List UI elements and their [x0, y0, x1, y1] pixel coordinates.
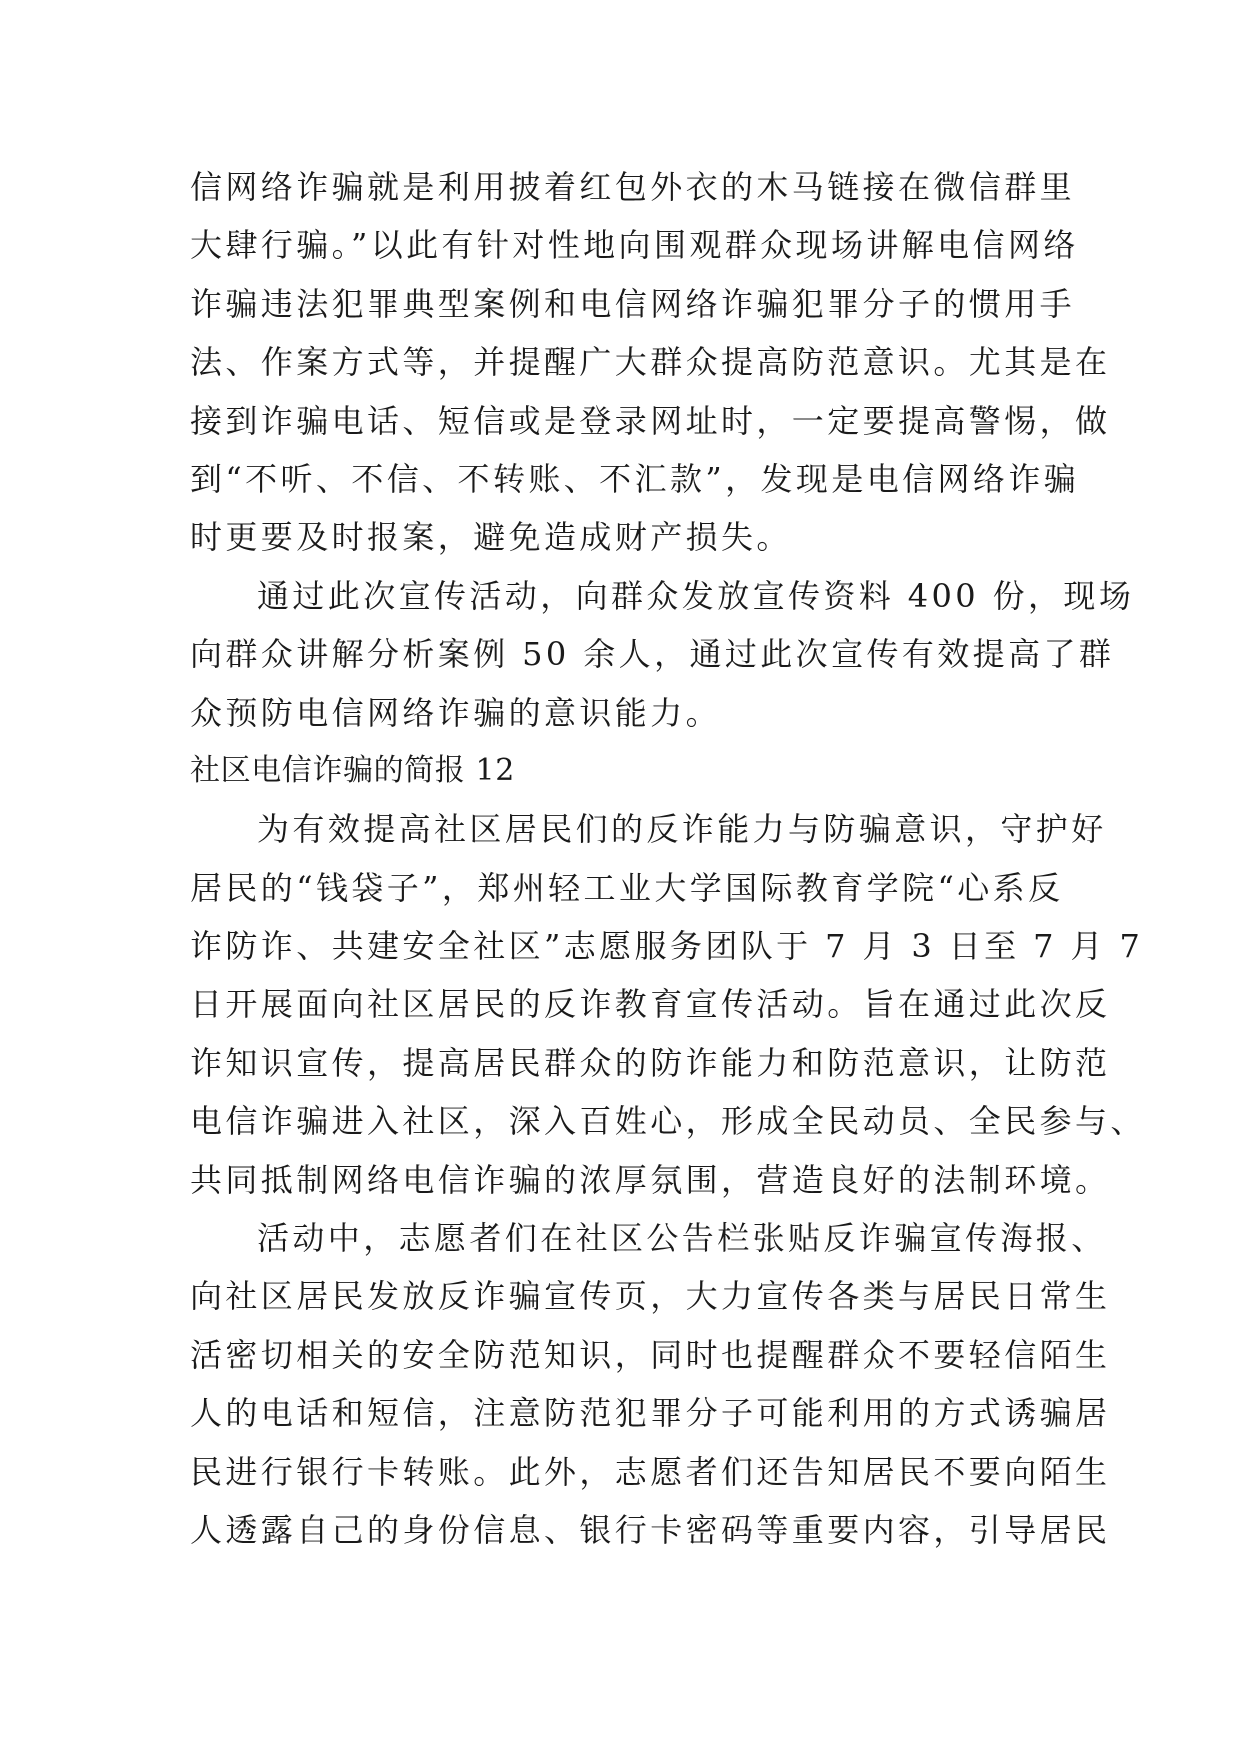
- text-line: 大肆行骗。”以此有针对性地向围观群众现场讲解电信网络: [190, 226, 1079, 265]
- text-line: 人的电话和短信，注意防范犯罪分子可能利用的方式诱骗居: [190, 1394, 1111, 1433]
- text-line: 众预防电信网络诈骗的意识能力。: [190, 693, 722, 732]
- document-body: [190, 158, 1146, 1559]
- text-line: 到“不听、不信、不转账、不汇款”，发现是电信网络诈骗: [190, 459, 1080, 498]
- section-heading: 社区电信诈骗的简报 12: [190, 752, 515, 788]
- text-line: 信网络诈骗就是利用披着红包外衣的木马链接在微信群里: [190, 168, 1076, 206]
- text-line: 人透露自己的身份信息、银行卡密码等重要内容，引导居民: [190, 1510, 1111, 1549]
- text-line: 向群众讲解分析案例 50 余人，通过此次宣传有效提高了群: [190, 635, 1115, 674]
- paragraph-first-line: 通过此次宣传活动，向群众发放宣传资料 400 份，现场: [257, 576, 1135, 615]
- text-line: 共同抵制网络电信诈骗的浓厚氛围，营造良好的法制环境。: [190, 1160, 1111, 1199]
- text-line: 向社区居民发放反诈骗宣传页，大力宣传各类与居民日常生: [190, 1277, 1111, 1316]
- text-line: 民进行银行卡转账。此外，志愿者们还告知居民不要向陌生: [190, 1452, 1111, 1491]
- text-line: 诈防诈、共建安全社区”志愿服务团队于 7 月 3 日至 7 月 7: [190, 927, 1144, 966]
- text-line: 活密切相关的安全防范知识，同时也提醒群众不要轻信陌生: [190, 1335, 1111, 1374]
- paragraph-first-line: 活动中，志愿者们在社区公告栏张贴反诈骗宣传海报、: [257, 1219, 1107, 1258]
- text-line: 电信诈骗进入社区，深入百姓心，形成全民动员、全民参与、: [190, 1102, 1146, 1141]
- text-line: 法、作案方式等，并提醒广大群众提高防范意识。尤其是在: [190, 343, 1111, 382]
- text-line: 日开展面向社区居民的反诈教育宣传活动。旨在通过此次反: [190, 985, 1111, 1024]
- text-line: 诈知识宣传，提高居民群众的防诈能力和防范意识，让防范: [190, 1043, 1111, 1082]
- text-line: 居民的“钱袋子”，郑州轻工业大学国际教育学院“心系反: [190, 868, 1064, 907]
- text-line: 接到诈骗电话、短信或是登录网址时，一定要提高警惕，做: [190, 401, 1111, 440]
- text-line: 诈骗违法犯罪典型案例和电信网络诈骗犯罪分子的惯用手: [190, 284, 1076, 323]
- paragraph-first-line: 为有效提高社区居民们的反诈能力与防骗意识，守护好: [257, 810, 1107, 849]
- text-line: 时更要及时报案，避免造成财产损失。: [190, 518, 792, 557]
